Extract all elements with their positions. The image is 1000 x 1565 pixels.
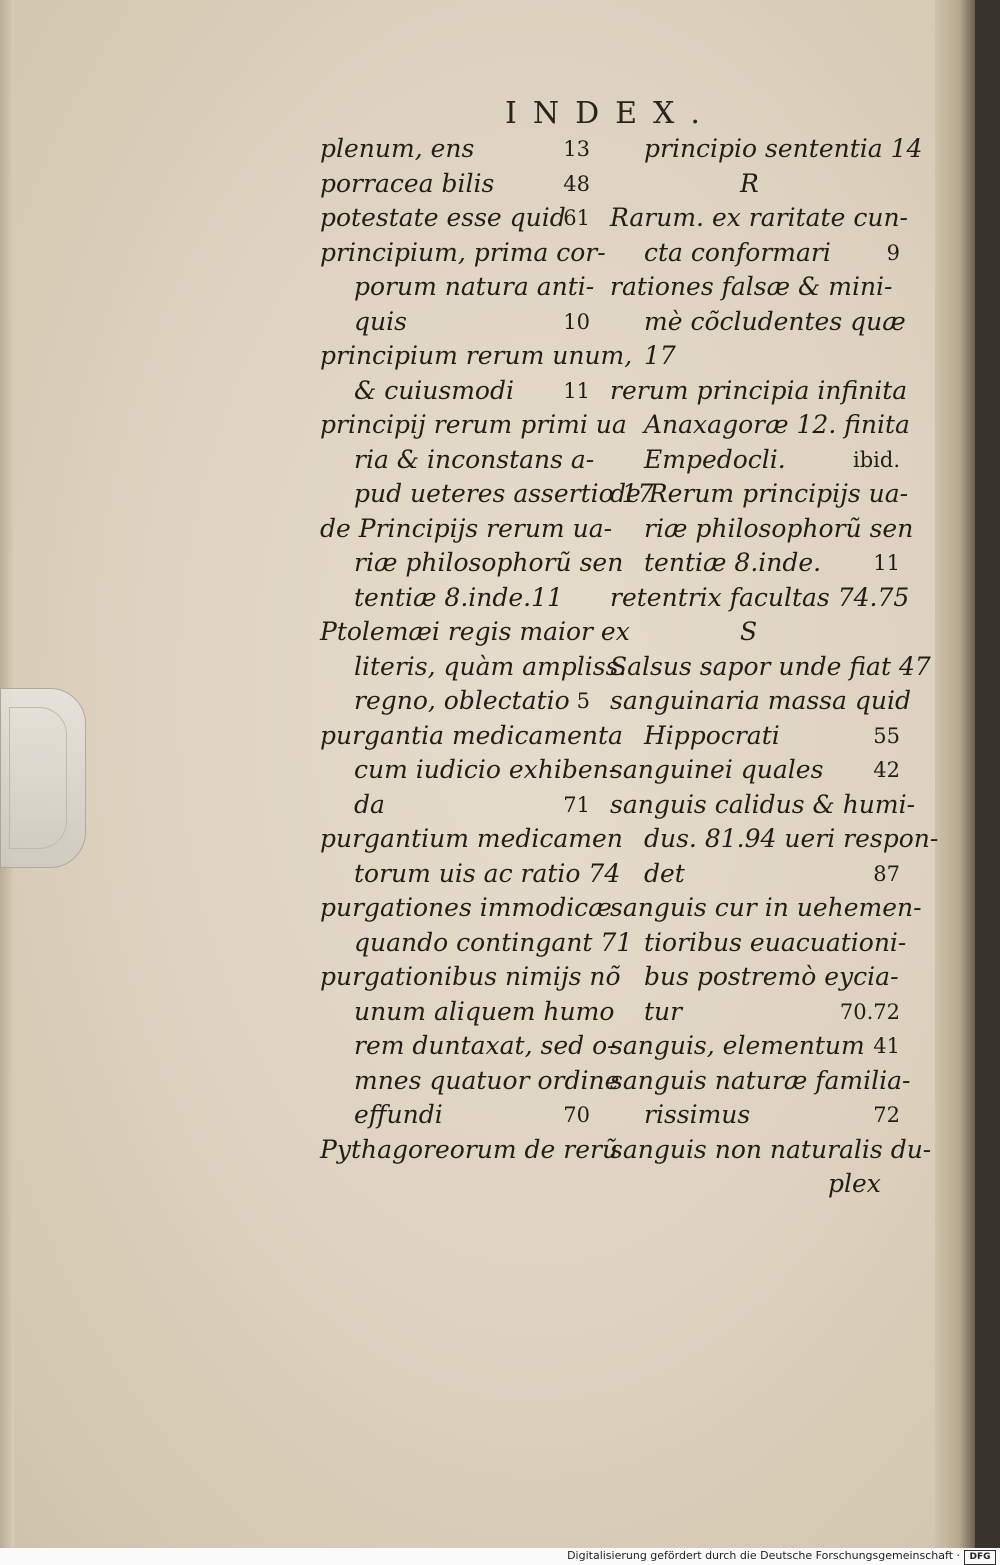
index-entry bbox=[610, 719, 900, 754]
index-entry bbox=[610, 684, 911, 719]
index-entry bbox=[320, 960, 621, 995]
index-entry-page: 41 bbox=[873, 1034, 900, 1058]
index-entry bbox=[610, 236, 900, 271]
index-entry-text: effundi bbox=[354, 1100, 443, 1129]
index-entry-page: 42 bbox=[873, 758, 900, 782]
index-entry bbox=[320, 374, 590, 409]
index-entry bbox=[610, 788, 916, 823]
index-entry bbox=[610, 1029, 900, 1064]
index-entry-text: de Principijs rerum ua- bbox=[320, 513, 613, 543]
index-entry-text: plex bbox=[828, 1169, 881, 1198]
index-entry bbox=[610, 201, 908, 236]
index-entry-text: mnes quatuor ordine bbox=[354, 1065, 620, 1095]
index-entry bbox=[320, 201, 590, 236]
index-entry bbox=[320, 512, 613, 547]
index-entry bbox=[610, 891, 922, 926]
index-entry-page: 72 bbox=[873, 1103, 900, 1127]
index-entry-text: ria & inconstans a- bbox=[354, 444, 595, 474]
index-entry-text: bus postremò eycia- bbox=[644, 962, 899, 991]
index-entry-text: sanguinaria massa quid bbox=[610, 686, 911, 715]
index-entry bbox=[320, 995, 615, 1030]
index-entry bbox=[610, 960, 900, 995]
index-entry-text: R bbox=[740, 168, 759, 198]
index-entry bbox=[320, 684, 590, 719]
index-entry-text: rationes falsæ & mini- bbox=[610, 272, 893, 301]
index-entry bbox=[610, 650, 931, 685]
index-entry-text: sanguinei quales bbox=[610, 755, 824, 784]
index-entry bbox=[610, 822, 939, 857]
index-entry bbox=[320, 1133, 619, 1168]
index-entry bbox=[320, 167, 590, 202]
index-entry bbox=[610, 581, 910, 616]
index-entry bbox=[320, 788, 590, 823]
index-entry-text: principij rerum primi ua bbox=[320, 410, 627, 439]
index-entry-page: 70 bbox=[563, 1103, 590, 1127]
index-entry bbox=[610, 995, 900, 1030]
index-entry bbox=[610, 615, 900, 650]
index-entry-text: Anaxagoræ 12. finita bbox=[644, 410, 910, 439]
index-entry bbox=[610, 1064, 911, 1099]
index-entry-page: 70.72 bbox=[839, 999, 900, 1024]
index-entry-text: cta conformari bbox=[644, 237, 831, 267]
index-entry bbox=[320, 477, 654, 512]
index-entry-page: 71 bbox=[563, 792, 590, 817]
index-entry-text: purgationibus nimijs nõ bbox=[320, 962, 621, 991]
index-entry-text: sanguis, elementum bbox=[610, 1031, 865, 1060]
index-entry-text: Pythagoreorum de rerũ bbox=[320, 1134, 619, 1164]
clip-inner bbox=[9, 707, 67, 849]
book-spine bbox=[935, 0, 975, 1548]
index-entry bbox=[320, 546, 624, 581]
index-entry bbox=[320, 1029, 616, 1064]
index-entry bbox=[610, 1098, 900, 1133]
page-header: INDEX. bbox=[505, 96, 716, 131]
index-entry bbox=[610, 132, 923, 167]
index-entry-page: ibid. bbox=[853, 447, 900, 472]
index-entry-text: purgantia medicamenta bbox=[320, 720, 623, 750]
index-entry-text: & cuiusmodi bbox=[354, 375, 514, 405]
index-entry-text: torum uis ac ratio 74 bbox=[354, 858, 621, 888]
index-entry-text: principium, prima cor- bbox=[320, 237, 606, 267]
index-entry bbox=[610, 270, 900, 305]
index-entry bbox=[610, 546, 900, 581]
index-entry-text: principio sententia 14 bbox=[644, 134, 923, 163]
index-entry-text: 17 bbox=[644, 341, 676, 370]
footer-bar bbox=[0, 1548, 1000, 1565]
footer-credit: Digitalisierung gefördert durch die Deutsche Forschungsgemeinschaft · bbox=[567, 1549, 960, 1562]
index-entry-text: porracea bilis bbox=[320, 168, 495, 198]
index-entry-text: da bbox=[354, 789, 385, 819]
index-entry-text: purgationes immodicæ bbox=[320, 893, 612, 922]
index-entry bbox=[320, 305, 590, 340]
index-column-right bbox=[610, 132, 939, 1202]
index-entry bbox=[610, 374, 908, 409]
index-entry bbox=[610, 1133, 932, 1168]
index-entry-text: Ptolemæi regis maior ex bbox=[320, 617, 630, 646]
index-entry-text: pud ueteres assertio 17 bbox=[354, 479, 654, 508]
index-entry bbox=[320, 615, 630, 650]
index-entry bbox=[320, 719, 623, 754]
index-entry-text: S bbox=[740, 617, 758, 646]
index-entry-text: tioribus euacuationi- bbox=[644, 927, 907, 957]
index-entry bbox=[610, 926, 907, 961]
index-entry-text: sanguis cur in uehemen- bbox=[610, 893, 922, 922]
index-entry bbox=[610, 1167, 900, 1202]
index-entry-text: porum natura anti- bbox=[354, 272, 595, 301]
index-entry bbox=[610, 512, 914, 547]
index-entry bbox=[320, 132, 590, 167]
index-entry-text: rem duntaxat, sed o- bbox=[354, 1031, 616, 1060]
index-entry-text: riæ philosophorũ sen bbox=[354, 548, 624, 577]
index-entry bbox=[320, 891, 612, 926]
index-entry-page: 87 bbox=[873, 861, 900, 886]
index-entry bbox=[610, 408, 910, 443]
index-entry-text: riæ philosophorũ sen bbox=[644, 513, 914, 543]
index-entry bbox=[320, 822, 623, 857]
index-entry bbox=[320, 753, 618, 788]
index-entry-text: Rarum. ex raritate cun- bbox=[610, 203, 908, 232]
index-entry bbox=[320, 650, 627, 685]
index-entry-text: principium rerum unum, bbox=[320, 341, 633, 370]
index-entry bbox=[320, 857, 621, 892]
index-entry bbox=[320, 1098, 590, 1133]
plastic-clip bbox=[0, 688, 86, 868]
dfg-logo: DFG bbox=[964, 1550, 996, 1565]
index-entry-text: de Rerum principijs ua- bbox=[610, 479, 909, 508]
index-entry-page: 61 bbox=[563, 206, 590, 230]
index-column-left bbox=[320, 132, 654, 1167]
index-entry-text: quis bbox=[354, 306, 407, 336]
index-entry bbox=[610, 857, 900, 892]
index-entry-text: Salsus sapor unde fiat 47 bbox=[610, 651, 931, 681]
index-entry bbox=[320, 408, 627, 443]
index-entry bbox=[610, 167, 900, 202]
index-entry bbox=[320, 926, 633, 961]
index-entry bbox=[320, 581, 590, 616]
index-entry-text: purgantium medicamen bbox=[320, 824, 623, 853]
index-entry bbox=[320, 236, 606, 271]
index-entry-page: 9 bbox=[886, 240, 900, 265]
index-entry bbox=[320, 270, 595, 305]
index-entry-text: quando contingant 71 bbox=[354, 927, 633, 957]
index-entry-page: 48 bbox=[563, 171, 590, 196]
index-entry bbox=[610, 753, 900, 788]
index-entry-page: 11 bbox=[873, 551, 900, 575]
index-entry-text: tentiæ 8.inde.11 bbox=[354, 582, 563, 612]
index-entry bbox=[610, 305, 906, 340]
index-entry bbox=[610, 477, 909, 512]
index-entry-page: 10 bbox=[563, 309, 590, 334]
index-entry bbox=[320, 443, 595, 478]
index-entry-page: 11 bbox=[563, 378, 590, 403]
index-entry bbox=[610, 443, 900, 478]
index-entry-page: 5 bbox=[576, 689, 590, 713]
index-entry-text: sanguis calidus & humi- bbox=[610, 789, 916, 819]
index-entry-text: tur bbox=[644, 996, 683, 1026]
index-entry-page: 55 bbox=[873, 723, 900, 748]
index-entry-text: retentrix facultas 74.75 bbox=[610, 582, 910, 612]
index-entry-page: 13 bbox=[563, 137, 590, 161]
index-entry-text: unum aliquem humo bbox=[354, 996, 615, 1026]
index-entry-text: mè cõcludentes quæ bbox=[644, 306, 906, 336]
index-entry-text: det bbox=[644, 858, 685, 888]
index-entry-text: cum iudicio exhiben- bbox=[354, 755, 618, 784]
index-entry-text: sanguis non naturalis du- bbox=[610, 1134, 932, 1164]
index-entry-text: dus. 81.94 ueri respon- bbox=[644, 824, 939, 853]
index-entry-text: sanguis naturæ familia- bbox=[610, 1065, 911, 1095]
index-entry-text: literis, quàm ampliss. bbox=[354, 651, 627, 681]
index-entry-text: Empedocli. bbox=[644, 444, 786, 474]
index-entry bbox=[610, 339, 900, 374]
index-entry bbox=[320, 1064, 620, 1099]
index-entry-text: potestate esse quid bbox=[320, 203, 566, 232]
index-entry-text: rerum principia infinita bbox=[610, 375, 908, 405]
index-entry-text: Hippocrati bbox=[644, 720, 780, 750]
index-entry bbox=[320, 339, 633, 374]
index-entry-text: plenum, ens bbox=[320, 134, 475, 163]
index-entry-text: rissimus bbox=[644, 1100, 751, 1129]
index-entry-text: tentiæ 8.inde. bbox=[644, 548, 822, 577]
index-entry-text: regno, oblectatio bbox=[354, 686, 570, 715]
